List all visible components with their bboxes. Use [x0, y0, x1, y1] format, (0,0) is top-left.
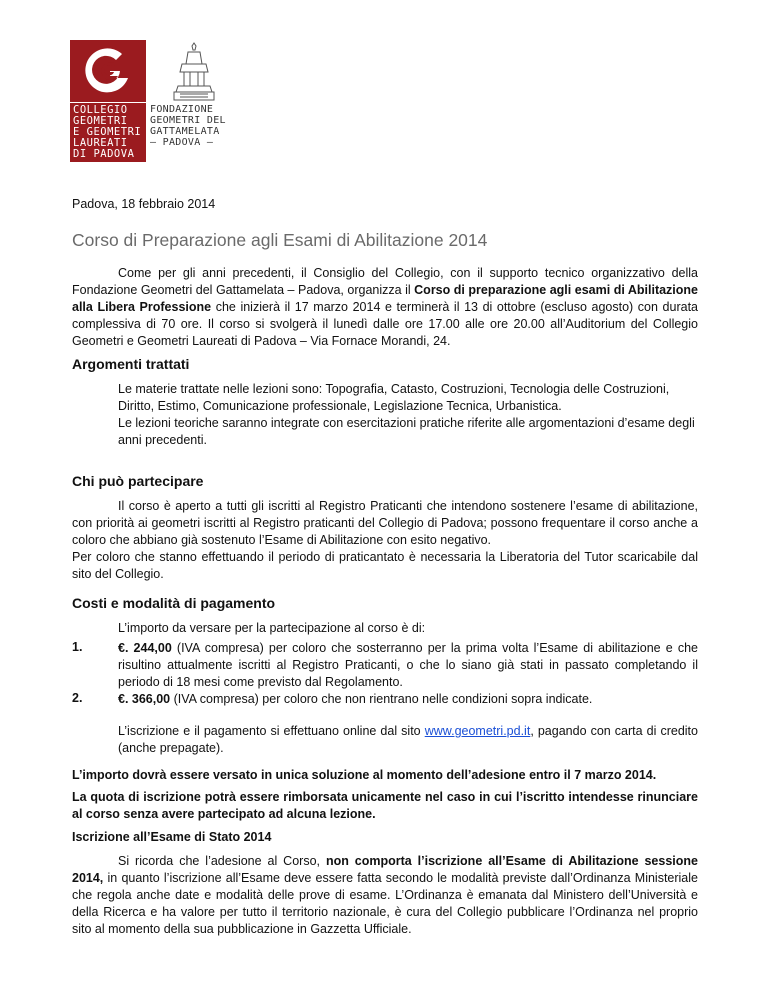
list-item-number: 1.: [72, 640, 83, 654]
argomenti-text: Le materie trattate nelle lezioni sono: Topografia, Catasto, Costruzioni, Tecnologia delle Costruzioni, Diritto, Estimo, Comunicazione professionale, Legislazione Tecnica, Urbanistica. Le lezioni teoriche saranno integrate con esercitazioni pratiche riferite alle argomentazioni d’esame degli anni precedenti.: [118, 382, 695, 447]
document-title: Corso di Preparazione agli Esami di Abilitazione 2014: [72, 230, 488, 250]
fondazione-line: GEOMETRI DEL: [150, 115, 226, 126]
chi-paragraph: Il corso è aperto a tutti gli iscritti al Registro Praticanti che intendono sostenere l’esame di abilitazione, con priorità ai geometri iscritti al Registro praticanti del Collegio di Padova; possono frequentare il corso anche a coloro che abbiano già sostenuto l’Esame di Abilitazione con esito negativo. Per coloro che stanno effettuando il periodo di praticantato è necessaria la Liberatoria del Tutor scaricabile dal sito del Collegio.: [72, 499, 698, 581]
section-heading-costi: Costi e modalità di pagamento: [72, 595, 276, 611]
collegio-g-logo-icon: [70, 40, 146, 102]
site-link[interactable]: www.geometri.pd.it: [424, 724, 531, 738]
section-heading-argomenti: Argomenti trattati: [72, 356, 190, 372]
section-heading-chi: Chi può partecipare: [72, 473, 204, 489]
gattamelata-statue-icon: [170, 42, 218, 102]
fondazione-line: – PADOVA –: [150, 137, 214, 148]
header-logos: [70, 40, 240, 160]
collegio-line: GEOMETRI: [73, 115, 128, 127]
costi-intro: L’importo da versare per la partecipazione al corso è di:: [118, 621, 426, 635]
collegio-line: LAUREATI: [73, 137, 128, 149]
iscrizione-paragraph: Si ricorda che l’adesione al Corso, non comporta l’iscrizione all’Esame di Abilitazione sessione 2014, in quanto l’iscrizione all’Esame deve essere fatta secondo le modalità previste dall’Ordinanza Ministeriale che regola anche date e modalità delle prove di esame. L’Ordinanza è emanata dal Ministero dell’Università e della Ricerca e ha valore per tutto il territorio nazionale, è cura del Collegio pubblicare l’Ordinanza nel proprio sito al momento della sua pubblicazione in Gazzetta Ufficiale.: [72, 854, 698, 936]
letter-date: Padova, 18 febbraio 2014: [72, 197, 216, 211]
list-item-number: 2.: [72, 691, 83, 705]
refund-text: La quota di iscrizione potrà essere rimborsata unicamente nel caso in cui l’iscritto intendesse rinunciare al corso senza avere partecipato ad alcuna lezione.: [72, 790, 698, 821]
fondazione-line: FONDAZIONE: [150, 104, 214, 115]
list-item: €. 244,00 (IVA compresa) per coloro che sosterranno per la prima volta l’Esame di abilitazione e che risultino attualmente iscritti al Registro Praticanti, o che lo siano già stati in passato completando il periodo di 18 mesi come previsto dal Regolamento.: [118, 641, 698, 689]
collegio-line: DI PADOVA: [73, 148, 135, 160]
payment-deadline-text: L’importo dovrà essere versato in unica soluzione al momento dell’adesione entro il 7 marzo 2014.: [72, 768, 657, 782]
collegio-line: E GEOMETRI: [73, 126, 142, 138]
fondazione-line: GATTAMELATA: [150, 126, 220, 137]
intro-paragraph: Come per gli anni precedenti, il Consiglio del Collegio, con il supporto tecnico organizzativo della Fondazione Geometri del Gattamelata – Padova, organizza il Corso di preparazione agli esami di Abilitazione alla Libera Professione che inizierà il 17 marzo 2014 e terminerà il 13 di ottobre (escluso agosto) con durata complessiva di 70 ore. Il corso si svolgerà il lunedì dalle ore 17.00 alle ore 20.00 all’Auditorium del Collegio Geometri e Geometri Laureati di Padova – Via Fornace Morandi, 24.: [72, 266, 699, 348]
fondazione-logo-text: [150, 104, 250, 148]
collegio-line: COLLEGIO: [73, 104, 128, 116]
collegio-logo-text: [70, 103, 146, 162]
section-heading-iscrizione: Iscrizione all’Esame di Stato 2014: [72, 830, 272, 844]
online-payment-text: L’iscrizione e il pagamento si effettuano online dal sito www.geometri.pd.it, pagando con carta di credito (anche prepagate).: [118, 724, 698, 755]
list-item: €. 366,00 (IVA compresa) per coloro che non rientrano nelle condizioni sopra indicate.: [118, 692, 593, 706]
